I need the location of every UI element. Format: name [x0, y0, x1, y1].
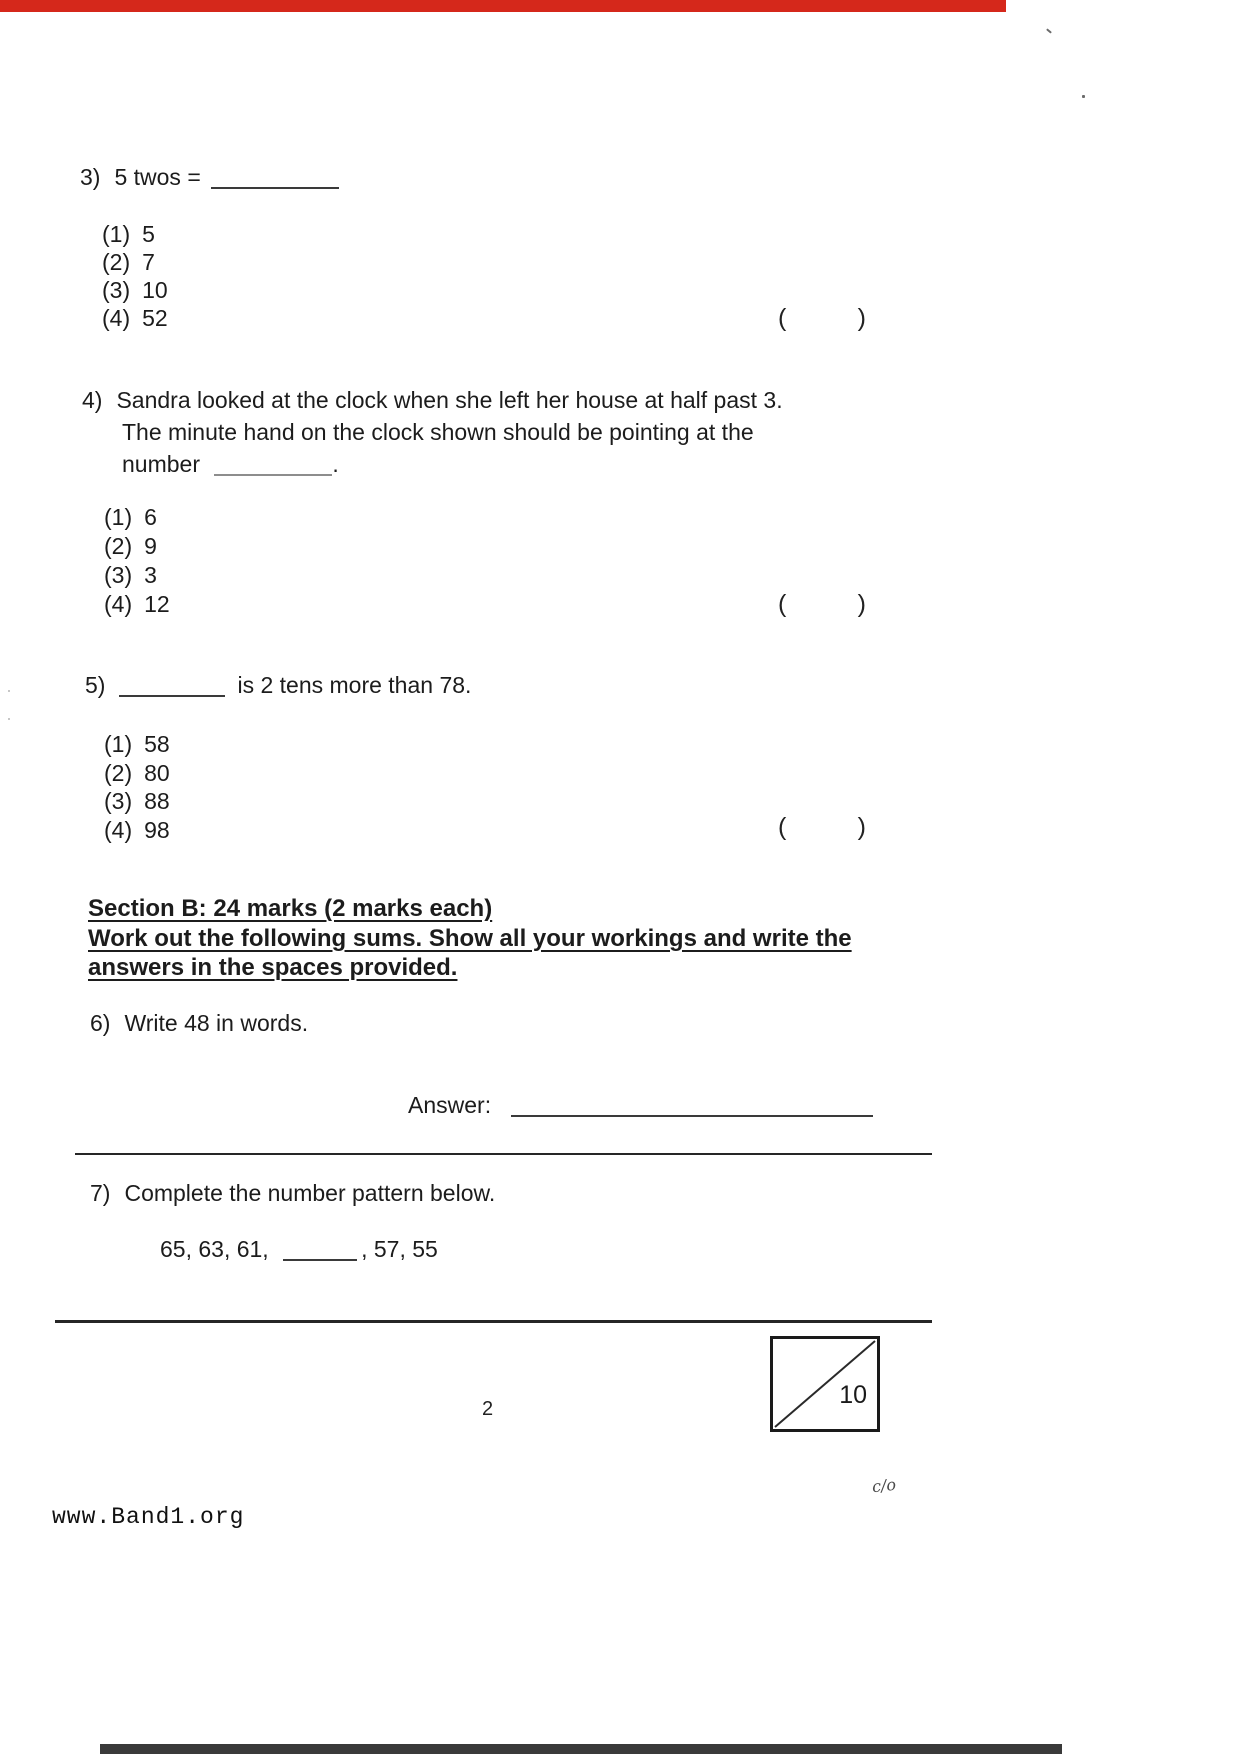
- question-3: [80, 164, 339, 191]
- scan-bottom-dark-bar: [100, 1744, 1062, 1754]
- question-5-marks-brackets: [778, 813, 866, 842]
- option-value: 98: [144, 816, 170, 843]
- close-bracket: ): [857, 304, 866, 332]
- question-6-answer-blank: [511, 1093, 873, 1117]
- option-row: [104, 590, 170, 619]
- option-value: 12: [144, 591, 170, 617]
- question-5-answer-blank: [119, 673, 225, 697]
- handwritten-mark: c/o: [871, 1474, 897, 1497]
- question-4-line1: [82, 384, 783, 416]
- question-3-marks-brackets: [778, 304, 866, 333]
- question-4-line2: The minute hand on the clock shown should be pointing at the: [122, 419, 754, 445]
- question-4-number: 4): [82, 387, 103, 413]
- option-value: 80: [144, 759, 170, 786]
- answer-label: Answer:: [408, 1092, 492, 1118]
- option-label: (4): [102, 305, 131, 331]
- option-value: 7: [142, 249, 155, 275]
- scan-speck: [1082, 95, 1085, 98]
- option-value: 5: [142, 221, 155, 247]
- option-value: 6: [144, 504, 157, 530]
- option-label: (3): [104, 788, 133, 814]
- option-label: (4): [104, 816, 133, 843]
- section-b-title: Section B: 24 marks (2 marks each): [88, 895, 493, 922]
- option-label: (2): [104, 759, 133, 786]
- question-3-options: [102, 220, 168, 332]
- pattern-prefix: 65, 63, 61,: [160, 1236, 269, 1262]
- question-6-answer-line: [408, 1092, 873, 1119]
- question-3-answer-blank: [211, 165, 339, 189]
- option-row: [104, 816, 170, 845]
- question-4-options: [104, 503, 170, 619]
- question-4-line3-suffix: .: [332, 451, 339, 477]
- question-3-number: 3): [80, 164, 101, 190]
- option-value: 3: [144, 562, 157, 588]
- option-label: (1): [102, 221, 131, 247]
- question-5: [85, 672, 471, 699]
- option-row: [104, 730, 170, 759]
- option-row: [104, 532, 170, 561]
- option-row: [102, 248, 168, 276]
- option-row: [104, 787, 170, 816]
- question-7-pattern: [160, 1236, 438, 1263]
- option-label: (1): [104, 504, 133, 530]
- question-7: [90, 1180, 495, 1207]
- open-bracket: (: [778, 813, 787, 841]
- question-4-line3: [122, 448, 783, 480]
- scan-speck: [1046, 28, 1052, 33]
- close-bracket: ): [857, 813, 866, 841]
- option-value: 88: [144, 788, 170, 814]
- option-row: [102, 276, 168, 304]
- question-4-marks-brackets: [778, 590, 866, 619]
- section-b-instructions-line2: answers in the spaces provided.: [88, 954, 458, 981]
- scan-speck: [8, 718, 10, 720]
- open-bracket: (: [778, 304, 787, 332]
- option-value: 9: [144, 533, 157, 559]
- option-row: [102, 220, 168, 248]
- question-5-text: is 2 tens more than 78.: [237, 672, 472, 698]
- question-7-number: 7): [90, 1180, 111, 1206]
- footer-website-url: www.Band1.org: [52, 1504, 245, 1530]
- question-4: [82, 384, 783, 480]
- option-value: 52: [142, 305, 168, 331]
- option-label: (4): [104, 591, 133, 617]
- question-7-text: Complete the number pattern below.: [124, 1180, 496, 1206]
- option-value: 10: [142, 277, 168, 303]
- score-total: 10: [839, 1381, 867, 1409]
- question-3-text: 5 twos =: [114, 164, 201, 190]
- option-label: (3): [104, 562, 133, 588]
- question-5-number: 5): [85, 672, 106, 698]
- option-label: (3): [102, 277, 131, 303]
- question-4-text: Sandra looked at the clock when she left her house at half past 3.: [116, 387, 783, 413]
- section-divider: [55, 1320, 932, 1323]
- option-row: [104, 759, 170, 788]
- page-number: 2: [482, 1398, 494, 1420]
- scan-speck: [8, 690, 10, 692]
- option-row: [104, 503, 170, 532]
- question-5-options: [104, 730, 170, 844]
- close-bracket: ): [857, 590, 866, 618]
- option-label: (1): [104, 731, 133, 757]
- section-b-heading: [88, 894, 852, 983]
- question-4-answer-blank: [214, 452, 332, 476]
- score-box: [770, 1336, 880, 1432]
- option-row: [102, 304, 168, 332]
- question-7-answer-blank: [283, 1237, 357, 1261]
- option-value: 58: [144, 731, 170, 757]
- question-6-number: 6): [90, 1010, 111, 1036]
- section-b-instructions-line1: Work out the following sums. Show all your workings and write the: [88, 924, 852, 952]
- question-4-line3-prefix: number: [122, 451, 200, 477]
- question-6: [90, 1010, 308, 1037]
- section-divider: [75, 1153, 932, 1155]
- option-label: (2): [102, 249, 131, 275]
- scan-top-red-bar: [0, 0, 1006, 12]
- option-label: (2): [104, 533, 133, 559]
- open-bracket: (: [778, 590, 787, 618]
- option-row: [104, 561, 170, 590]
- question-6-text: Write 48 in words.: [124, 1010, 309, 1036]
- pattern-suffix: , 57, 55: [361, 1236, 438, 1262]
